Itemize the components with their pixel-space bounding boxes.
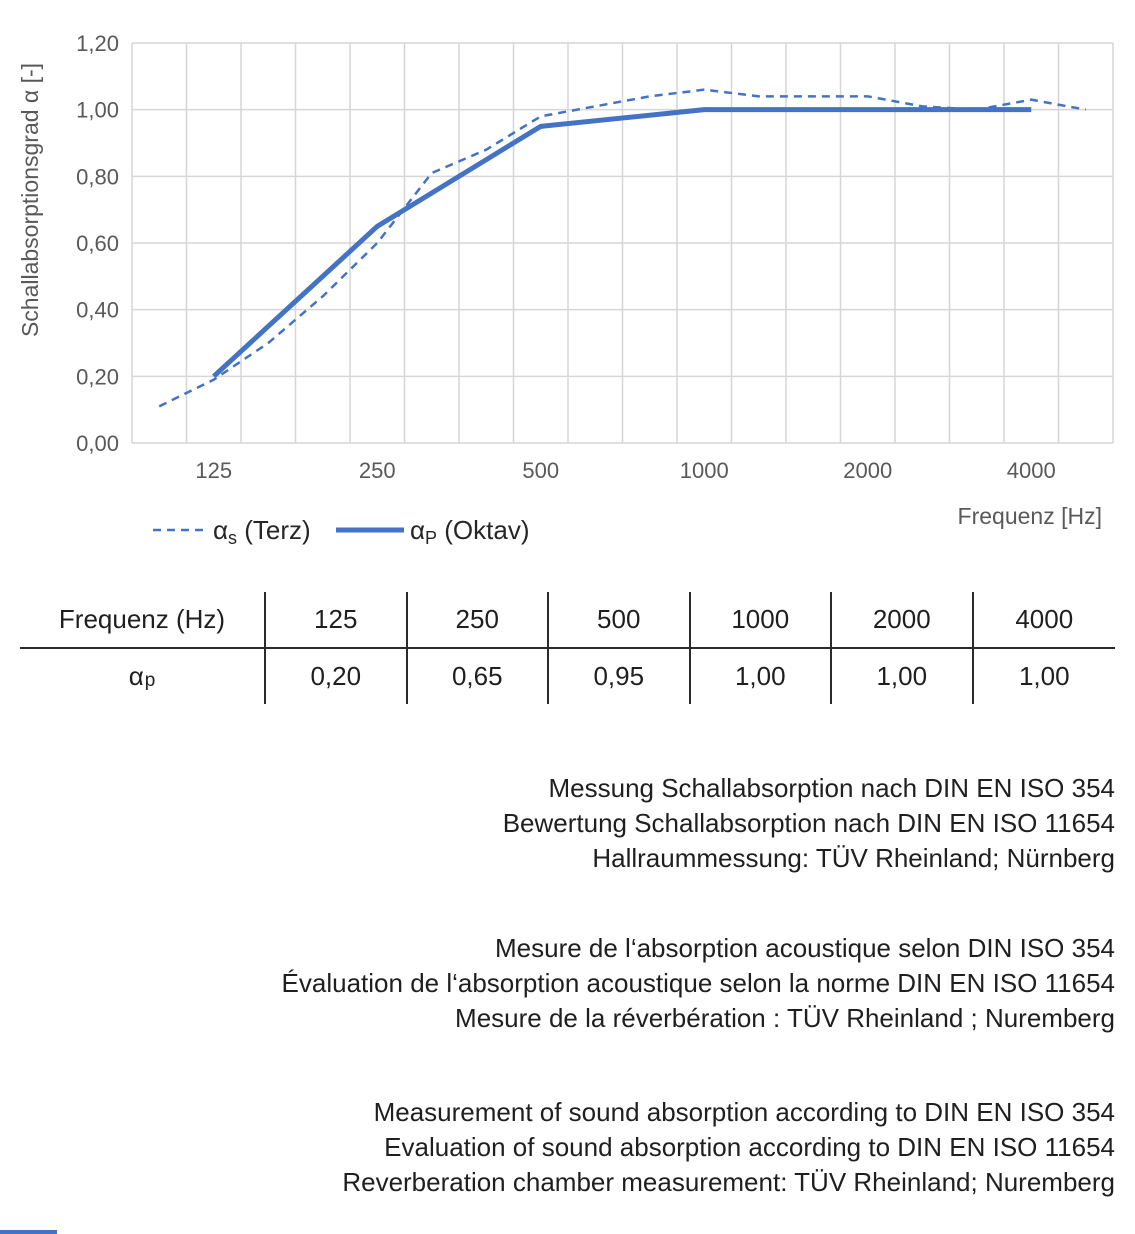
- table-header-4000: 4000: [974, 592, 1116, 649]
- y-tick-label: 0,60: [76, 231, 119, 256]
- chart-legend: [153, 515, 530, 548]
- legend-label: αP (Oktav): [410, 515, 530, 548]
- note-line-en-3: Reverberation chamber measurement: TÜV Rheinland; Nuremberg: [342, 1167, 1115, 1197]
- table-value-125: 0,20: [266, 649, 408, 704]
- note-line-en-2: Evaluation of sound absorption according to DIN EN ISO 11654: [384, 1132, 1115, 1162]
- note-line-en-1: Measurement of sound absorption according to DIN EN ISO 354: [373, 1097, 1115, 1127]
- note-line-de-1: Messung Schallabsorption nach DIN EN ISO 354: [548, 773, 1115, 803]
- table-value-4000: 1,00: [1018, 661, 1070, 691]
- table-header-2000: 2000: [832, 592, 974, 649]
- y-axis-title: Schallabsorptionsgrad α [-]: [17, 62, 43, 338]
- notes-german: [503, 771, 1115, 876]
- alpha-symbol: α: [128, 661, 144, 691]
- notes-english: [342, 1095, 1115, 1200]
- x-axis-title: Frequenz [Hz]: [957, 503, 1102, 529]
- chart-svg: [0, 0, 1135, 560]
- table-row-label-alpha-p: α p: [20, 649, 266, 704]
- y-axis-tick-labels: [76, 31, 119, 456]
- y-tick-label: 0,20: [76, 364, 119, 390]
- note-line-de-2: Bewertung Schallabsorption nach DIN EN ISO 11654: [502, 808, 1115, 838]
- x-tick-label: 4000: [1006, 458, 1056, 483]
- x-tick-label: 250: [358, 458, 396, 483]
- note-line-fr-1: Mesure de l‘absorption acoustique selon DIN ISO 354: [494, 933, 1115, 963]
- y-tick-label: 0,80: [76, 164, 119, 190]
- notes-french: [282, 931, 1115, 1036]
- y-tick-label: 0,40: [76, 297, 119, 323]
- absorption-table: [20, 592, 1115, 704]
- note-line-fr-2: Évaluation de l‘absorption acoustique selon la norme DIN EN ISO 11654: [281, 968, 1115, 998]
- legend-label: αs (Terz): [213, 515, 311, 548]
- y-tick-label: 1,20: [76, 31, 119, 56]
- table-header-500: 500: [549, 592, 691, 649]
- y-tick-label: 1,00: [76, 97, 119, 123]
- y-tick-label: 0,00: [76, 431, 119, 456]
- table-header-frequency: Frequenz (Hz): [20, 592, 266, 649]
- table-value-500: 0,95: [549, 649, 691, 704]
- table-header-1000: 1000: [691, 592, 833, 649]
- chart-gridlines: [132, 43, 1113, 443]
- x-tick-label: 500: [522, 458, 560, 483]
- table-value-1000: 1,00: [691, 649, 833, 704]
- table-value-250: 0,65: [408, 649, 550, 704]
- x-tick-label: 125: [195, 458, 233, 483]
- page-footer-accent-line: [0, 1230, 57, 1234]
- x-axis-tick-labels: [195, 458, 1055, 483]
- x-tick-label: 2000: [843, 458, 893, 483]
- note-line-de-3: Hallraummessung: TÜV Rheinland; Nürnberg: [592, 843, 1115, 873]
- absorption-chart: [0, 0, 1135, 560]
- table-header-250: 250: [408, 592, 550, 649]
- x-tick-label: 1000: [679, 458, 729, 483]
- table-header-125: 125: [266, 592, 408, 649]
- note-line-fr-3: Mesure de la réverbération : TÜV Rheinland ; Nuremberg: [455, 1003, 1115, 1033]
- table-value-2000: 1,00: [832, 649, 974, 704]
